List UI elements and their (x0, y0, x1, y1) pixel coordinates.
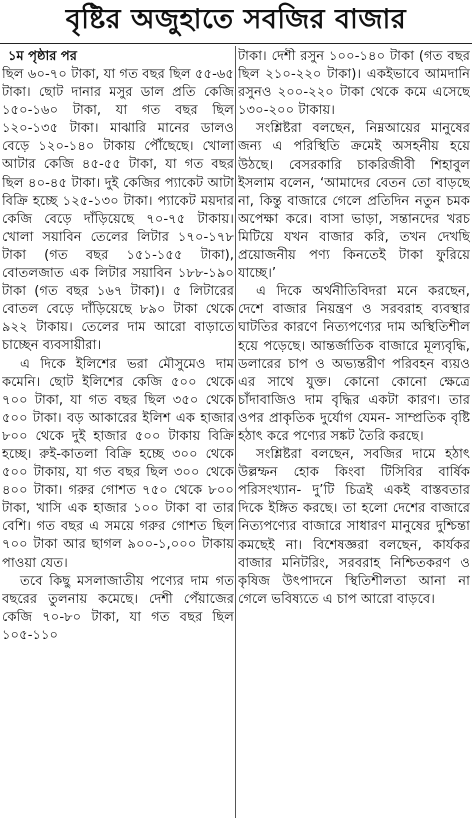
right-column (238, 48, 470, 818)
column-divider (235, 46, 236, 818)
article-headline: বৃষ্টির অজুহাতে সবজির বাজার (0, 0, 472, 44)
body-paragraph: সংশ্লিষ্টরা বলছেন, নিম্নআয়ের মানুষের জন্য এ পরিস্থিতি ক্রমেই অসহনীয় হয়ে উঠছে। বেসরকারি চাকরিজীবী শিহাবুল ইসলাম বলেন, ‘আমাদের বেতন তো বাড়ছে না, কিন্তু বাজারে গেলে প্রতিদিন নতুন চমক অপেক্ষা করে। বাসা ভাড়া, সন্তানদের খরচ মিটিয়ে যখন বাজার করি, তখন দেখছি প্রয়োজনীয় পণ্য কিনতেই টাকা ফুরিয়ে যাচ্ছে।’ (238, 121, 470, 282)
body-paragraph: সংশ্লিষ্টরা বলছেন, সবজির দামে হঠাৎ উল্লম্ফন হোক কিংবা টিসিবির বার্ষিক পরিসংখ্যান- দু’টি চিত্রই একই বাস্তবতার দিকে ইঙ্গিত করছে। তা হলো দেশের বাজারে নিত্যপণ্যের বাজারে সাধারণ মানুষের দুশ্চিন্তা কমছেই না। বিশেষজ্ঞরা বলছেন, কার্যকর বাজার মনিটরিং, সরবরাহ নিশ্চিতকরণ ও কৃষিজ উৎপাদনে স্থিতিশীলতা আনা না গেলে ভবিষ্যতে এ চাপ আরো বাড়বে। (238, 447, 470, 607)
body-paragraph: এ দিকে অর্থনীতিবিদরা মনে করছেন, দেশে বাজার নিয়ন্ত্রণ ও সরবরাহ ব্যবস্থার ঘাটতির কারণে নিত্যপণ্যের দাম অস্থিতিশীল হয়ে পড়েছে। আন্তর্জাতিক বাজারে মূল্যবৃদ্ধি, ডলারের চাপ ও অভ্যন্তরীণ পরিবহন ব্যয়ও এর সাথে যুক্ত। কোনো কোনো ক্ষেত্রে চাঁদাবাজিও দাম বৃদ্ধির একটা কারণ। তার ওপর প্রাকৃতিক দুর্যোগ যেমন- সাম্প্রতিক বৃষ্টি হঠাৎ করে পণ্যের সঙ্কট তৈরি করছে। (238, 284, 470, 444)
body-paragraph: তবে কিছু মসলাজাতীয় পণ্যের দাম গত বছরের তুলনায় কমেছে। দেশী পেঁয়াজের কেজি ৭০-৮০ টাকা, যা গত বছর ছিল ১০৫-১১০ (2, 573, 234, 643)
left-column (2, 48, 234, 818)
body-paragraph: এ দিকে ইলিশের ভরা মৌসুমেও দাম কমেনি। ছোট ইলিশের কেজি ৫০০ থেকে ৭০০ টাকা, যা গত বছর ছিল ৩৫০ থেকে ৫০০ টাকা। বড় আকারের ইলিশ এক হাজার ৮০০ থেকে দুই হাজার ৫০০ টাকায় বিক্রি হচ্ছে। রুই-কাতলা বিক্রি হচ্ছে ৩০০ থেকে ৫০০ টাকায়, যা গত বছর ছিল ৩০০ থেকে ৪০০ টাকা। গরুর গোশত ৭৫০ থেকে ৮০০ টাকা, খাসি এক হাজার ১০০ টাকা বা তার বেশি। গত বছর এ সময়ে গরুর গোশত ছিল ৭০০ টাকা আর ছাগল ৯০০-১,০০০ টাকায় পাওয়া যেত। (2, 356, 234, 571)
body-paragraph: ছিল ৬০-৭০ টাকা, যা গত বছর ছিল ৫৫-৬৫ টাকা। ছোট দানার মসুর ডাল প্রতি কেজি ১৫০-১৬০ টাকা, যা গত বছর ছিল ১২০-১৩৫ টাকা। মাঝারি মানের ডালও বেড়ে ১২০-১৪০ টাকায় পৌঁছেছে। খোলা আটার কেজি ৪৫-৫৫ টাকা, যা গত বছর ছিল ৪০-৪৫ টাকা। দুই কেজির প্যাকেট আটা বিক্রি হচ্ছে ১২৫-১৩০ টাকা। প্যাকেট ময়দার কেজি বেড়ে দাঁড়িয়েছে ৭০-৭৫ টাকায়। খোলা সয়াবিন তেলের লিটার ১৭০-১৭৮ টাকা (গত বছর ১৫১-১৫৫ টাকা), বোতলজাত এক লিটার সয়াবিন ১৮৮-১৯০ টাকা (গত বছর ১৬৭ টাকা)। ৫ লিটারের বোতল বেড়ে দাঁড়িয়েছে ৮৯০ টাকা থেকে ৯২২ টাকায়। তেলের দাম আরো বাড়াতে চাচ্ছেন ব্যবসায়ীরা। (2, 67, 234, 354)
continued-from-label: ১ম পৃষ্ঠার পর (8, 49, 77, 64)
body-paragraph: টাকা। দেশী রসুন ১০০-১৪০ টাকা (গত বছর ছিল ২১০-২২০ টাকা)। একইভাবে আমদানি রসুনও ২০০-২২০ টাকা থেকে কমে এসেছে ১৩০-২০০ টাকায়। (238, 49, 470, 119)
